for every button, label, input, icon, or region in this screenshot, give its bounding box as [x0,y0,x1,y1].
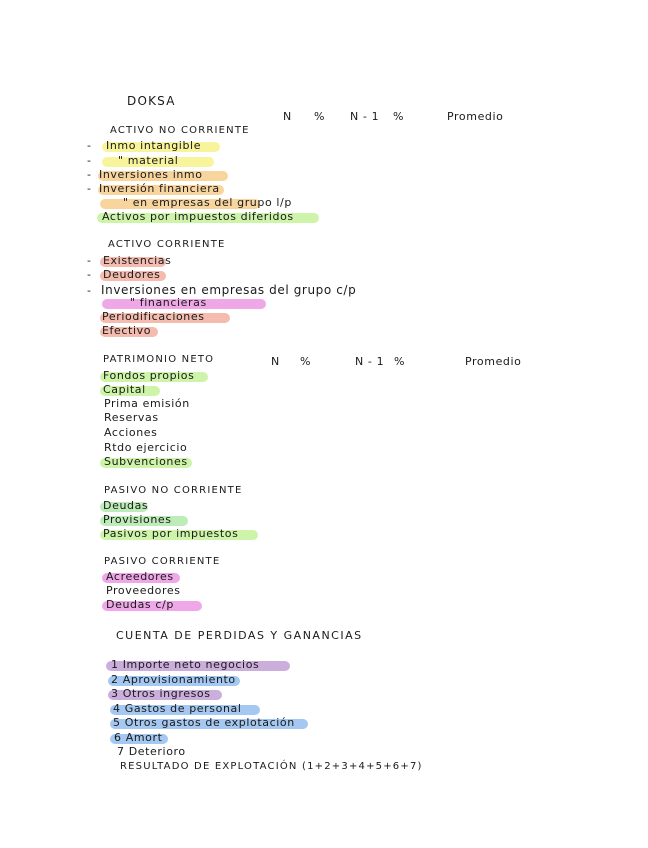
list-item: Reservas [104,411,159,424]
column-percent-2: % [394,355,406,368]
dash-marker: - [87,254,91,267]
dash-marker: - [87,284,91,297]
dash-marker: - [87,154,91,167]
list-item: Pasivos por impuestos [103,527,239,540]
list-item: Rtdo ejercicio [104,441,188,454]
section-heading-pyg: CUENTA DE PERDIDAS Y GANANCIAS [116,629,363,642]
section-heading-patrimonio-neto: PATRIMONIO NETO [103,354,215,365]
column-percent-2: % [393,110,405,123]
column-percent: % [300,355,312,368]
column-n-1: N - 1 [350,110,380,123]
list-item: 5 Otros gastos de explotación [113,716,295,729]
list-item: 2 Aprovisionamiento [111,673,236,686]
column-n: N [271,355,280,368]
list-item: Efectivo [102,324,152,337]
list-item: Acreedores [106,570,174,583]
list-item: Deudas c/p [106,598,174,611]
list-item: Existencias [103,254,172,267]
column-n-1: N - 1 [355,355,385,368]
list-item: " financieras [130,296,207,309]
dash-marker: - [87,268,91,281]
list-item: 4 Gastos de personal [113,702,242,715]
list-item: Inversión financiera [99,182,220,195]
section-heading-pasivo-no-corriente: PASIVO NO CORRIENTE [104,485,243,496]
dash-marker: - [87,182,91,195]
list-item: Acciones [104,426,158,439]
column-n: N [283,110,292,123]
document-title: DOKSA [127,94,176,108]
resultado-explotacion: RESULTADO DE EXPLOTACIÓN (1+2+3+4+5+6+7) [120,761,423,772]
column-promedio: Promedio [447,110,504,123]
list-item: 3 Otros ingresos [111,687,211,700]
column-percent: % [314,110,326,123]
section-heading-activo-no-corriente: ACTIVO NO CORRIENTE [110,125,250,136]
list-item: 7 Deterioro [117,745,186,758]
column-promedio: Promedio [465,355,522,368]
list-item: Provisiones [103,513,172,526]
list-item: Periodificaciones [102,310,205,323]
list-item: Proveedores [106,584,181,597]
list-item: Capital [103,383,146,396]
list-item: " material [118,154,179,167]
list-item: Inversiones en empresas del grupo c/p [101,283,357,297]
list-item: Inversiones inmo [99,168,203,181]
dash-marker: - [87,168,91,181]
list-item: " en empresas del grupo l/p [123,196,292,209]
list-item: Deudores [103,268,161,281]
list-item: Inmo intangible [106,139,202,152]
list-item: Prima emisión [104,397,190,410]
list-item: Deudas [103,499,149,512]
dash-marker: - [87,139,91,152]
section-heading-pasivo-corriente: PASIVO CORRIENTE [104,556,221,567]
section-heading-activo-corriente: ACTIVO CORRIENTE [108,239,226,250]
list-item: Activos por impuestos diferidos [102,210,294,223]
list-item: Fondos propios [103,369,195,382]
list-item: 1 Importe neto negocios [111,658,260,671]
list-item: 6 Amort [114,731,163,744]
list-item: Subvenciones [104,455,188,468]
